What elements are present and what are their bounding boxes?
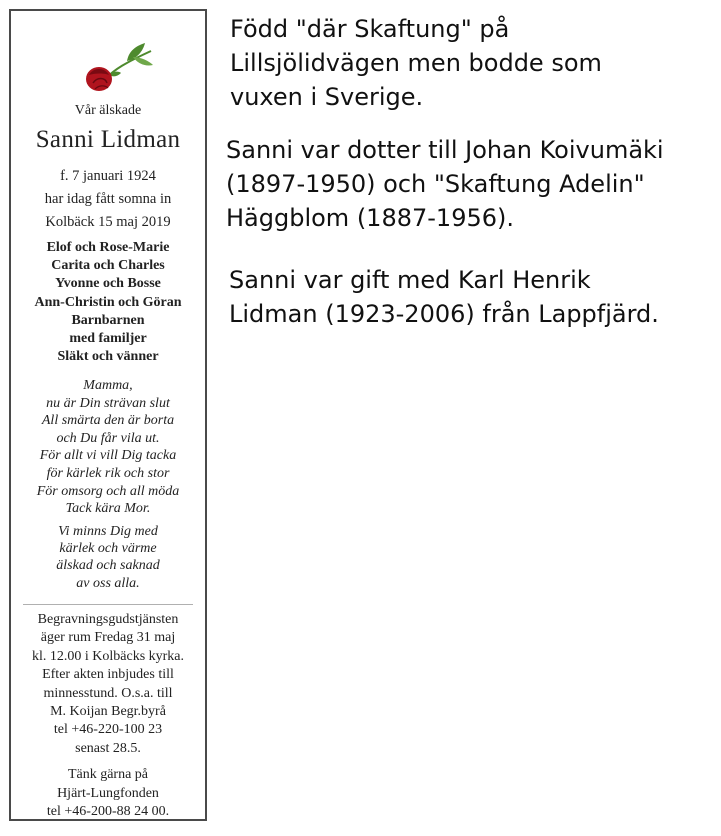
- family-line: Yvonne och Bosse: [55, 276, 161, 292]
- service-line: äger rum Fredag 31 maj: [40, 630, 176, 646]
- service-line: M. Koijan Begr.byrå: [50, 704, 166, 720]
- poem-line: All smärta den är borta: [41, 413, 175, 429]
- obituary-notice: [9, 9, 207, 821]
- rose-icon: [75, 39, 157, 97]
- funeral-service-info: [11, 611, 205, 758]
- note-spouse: [229, 263, 659, 331]
- poem-line: För allt vi vill Dig tacka: [39, 448, 177, 464]
- note-line: Lillsjölidvägen men bodde som: [230, 49, 602, 77]
- passing-line: har idag fått somna in: [44, 191, 172, 207]
- service-line: Efter akten inbjudes till: [42, 667, 174, 683]
- poem-line: nu är Din strävan slut: [46, 395, 170, 411]
- service-line: Begravningsgudstjänsten: [37, 612, 179, 627]
- place-date-line: Kolbäck 15 maj 2019: [45, 214, 171, 230]
- family-line: Ann-Christin och Göran: [34, 294, 182, 310]
- note-line: vuxen i Sverige.: [230, 83, 424, 111]
- family-line: Elof och Rose-Marie: [46, 240, 170, 255]
- donation-info: [11, 766, 205, 822]
- note-parents: [226, 133, 664, 235]
- poem-line: Vi minns Dig med: [58, 524, 158, 539]
- family-line: Barnbarnen: [71, 312, 145, 328]
- donation-line: Tänk gärna på: [67, 767, 149, 782]
- poem-first: [11, 377, 205, 518]
- note-line: Häggblom (1887-1956).: [226, 204, 514, 232]
- section-divider: [23, 604, 193, 605]
- family-line: med familjer: [69, 331, 147, 347]
- note-line: (1897-1950) och "Skaftung Adelin": [226, 170, 645, 198]
- note-line: Lidman (1923-2006) från Lappfjärd.: [229, 300, 659, 328]
- donation-line: tel +46-200-88 24 00.: [46, 804, 170, 820]
- service-line: senast 28.5.: [75, 740, 141, 756]
- family-line: Carita och Charles: [51, 258, 165, 274]
- note-birthplace: [230, 12, 602, 114]
- poem-line: Tack kära Mor.: [65, 501, 151, 517]
- note-line: Sanni var gift med Karl Henrik: [229, 266, 591, 294]
- poem-line: älskad och saknad: [56, 558, 160, 574]
- poem-line: för kärlek rik och stor: [46, 465, 170, 481]
- intro-text: Vår älskade: [74, 103, 142, 118]
- dates-block: [11, 165, 205, 234]
- poem-line: kärlek och värme: [59, 541, 157, 557]
- note-line: Sanni var dotter till Johan Koivumäki: [226, 136, 664, 164]
- family-block: [11, 239, 205, 366]
- poem-line: och Du får vila ut.: [56, 430, 160, 446]
- birth-line: f. 7 januari 1924: [60, 168, 156, 184]
- service-line: tel +46-220-100 23: [53, 722, 163, 738]
- poem-line: För omsorg och all möda: [36, 483, 180, 499]
- service-line: kl. 12.00 i Kolbäcks kyrka.: [31, 648, 185, 664]
- family-line: Släkt och vänner: [57, 349, 159, 365]
- note-line: Född "där Skaftung" på: [230, 15, 510, 43]
- poem-line: Mamma,: [83, 378, 133, 393]
- poem-second: [11, 523, 205, 592]
- deceased-name: Sanni Lidman: [35, 126, 181, 153]
- donation-line: Hjärt-Lungfonden: [57, 785, 159, 801]
- service-line: minnesstund. O.s.a. till: [43, 685, 173, 701]
- poem-line: av oss alla.: [76, 575, 140, 591]
